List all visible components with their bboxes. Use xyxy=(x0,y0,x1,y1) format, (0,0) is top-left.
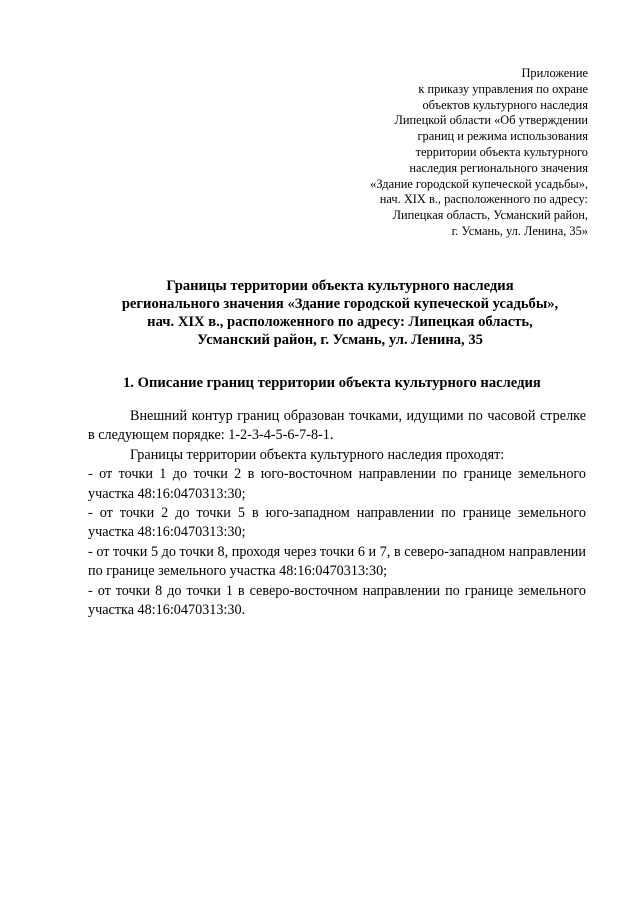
boundary-item: - от точки 8 до точки 1 в северо-восточном направлении по границе земельного участка 48:16:0470313:30. xyxy=(88,582,586,619)
appendix-line: объектов культурного наследия xyxy=(422,97,588,112)
appendix-line: территории объекта культурного xyxy=(415,144,588,159)
section-heading: 1. Описание границ территории объекта культурного наследия xyxy=(123,375,541,391)
body-paragraph: Границы территории объекта культурного наследия проходят: xyxy=(130,446,505,463)
appendix-line: г. Усмань, ул. Ленина, 35» xyxy=(451,223,588,238)
document-body xyxy=(88,407,586,620)
boundary-item: - от точки 2 до точки 5 в юго-западном направлении по границе земельного участка 48:16:0470313:30; xyxy=(88,505,586,541)
appendix-line: Приложение xyxy=(521,66,588,80)
title-line: регионального значения «Здание городской купеческой усадьбы», xyxy=(121,296,559,312)
appendix-line: наследия регионального значения xyxy=(409,160,588,175)
boundary-item: - от точки 5 до точки 8, проходя через точки 6 и 7, в северо-западном направлении по границе земельного участка 48:16:0470313:30; xyxy=(88,543,586,580)
appendix-line: Липецкой области «Об утверждении xyxy=(394,113,588,128)
appendix-line: Липецкая область, Усманский район, xyxy=(392,208,588,223)
body-paragraph: Внешний контур границ образован точками, идущими по часовой стрелке в следующем порядке: 1-2-3-4-5-6-7-8-1. xyxy=(88,408,586,444)
title-line: Границы территории объекта культурного наследия xyxy=(166,278,514,294)
title-line: Усманский район, г. Усмань, ул. Ленина, 35 xyxy=(197,332,483,348)
appendix-line: к приказу управления по охране xyxy=(418,81,588,96)
boundary-item: - от точки 1 до точки 2 в юго-восточном направлении по границе земельного участка 48:16:0470313:30; xyxy=(88,466,586,502)
appendix-block xyxy=(308,66,588,240)
document-title xyxy=(80,277,600,349)
appendix-line: нач. XIX в., расположенного по адресу: xyxy=(379,192,588,207)
appendix-line: границ и режима использования xyxy=(417,129,588,144)
appendix-line: «Здание городской купеческой усадьбы», xyxy=(370,176,588,191)
title-line: нач. XIX в., расположенного по адресу: Липецкая область, xyxy=(147,314,533,330)
